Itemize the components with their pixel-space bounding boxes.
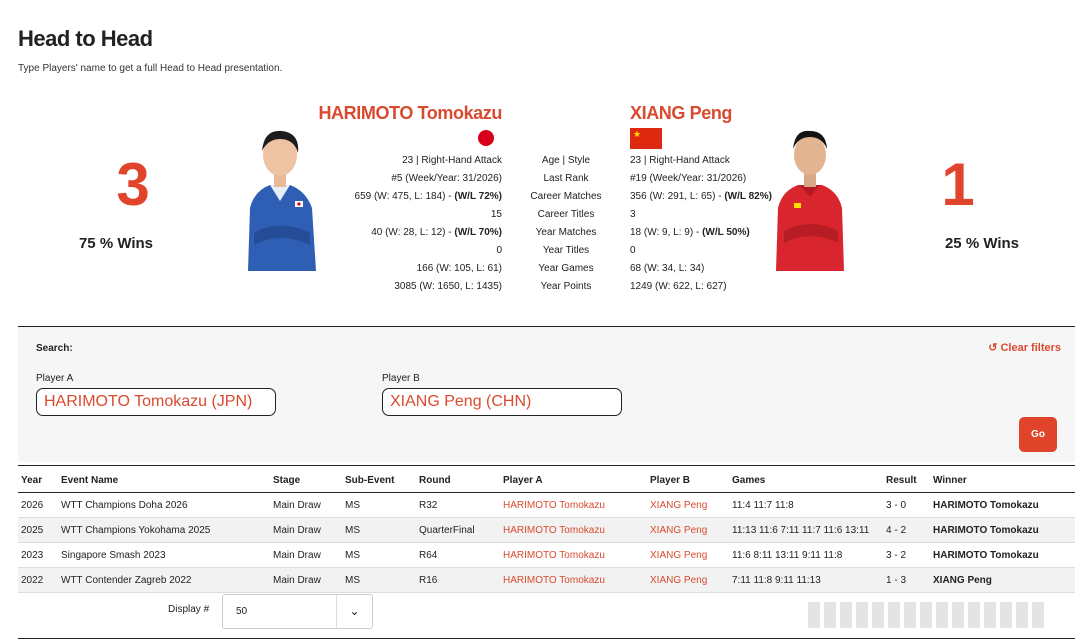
cell-player-a-link[interactable]: HARIMOTO Tomokazu [500,518,647,543]
cell-winner: HARIMOTO Tomokazu [930,518,1075,543]
page-button[interactable] [936,602,948,628]
col-year[interactable]: Year [18,466,58,493]
player-b-career-titles: 3 [630,209,636,220]
label-age-style: Age | Style [541,155,591,166]
cell-player-b-link[interactable]: XIANG Peng [647,568,729,593]
player-a-wins: 75 % Wins [78,235,154,252]
table-row[interactable] [18,543,1075,568]
cell-player-a-link[interactable]: HARIMOTO Tomokazu [500,493,647,518]
player-b-last-rank: #19 (Week/Year: 31/2026) [630,173,747,184]
page-button[interactable] [1000,602,1012,628]
cell-stage: Main Draw [270,568,342,593]
table-header-row [18,466,1075,493]
cell-year: 2026 [18,493,58,518]
cell-player-b-link[interactable]: XIANG Peng [647,543,729,568]
label-year-games: Year Games [538,263,594,274]
cell-player-b-link[interactable]: XIANG Peng [647,518,729,543]
player-a-career-titles: 15 [490,209,502,220]
player-a-age-style: 23 | Right-Hand Attack [402,155,502,166]
bottom-divider [18,638,1075,639]
label-career-titles: Career Titles [537,209,595,220]
player-a-year-titles: 0 [496,245,502,256]
col-result[interactable]: Result [883,466,930,493]
japan-flag-icon [478,130,494,146]
page-subtitle: Type Players' name to get a full Head to Head presentation. [18,63,283,74]
col-winner[interactable]: Winner [930,466,1075,493]
player-a-photo [240,123,320,271]
player-b-career-matches: 356 (W: 291, L: 65) - (W/L 82%) [630,191,772,202]
player-b-photo [770,123,850,271]
clear-filters-label: Clear filters [1000,342,1061,354]
cell-stage: Main Draw [270,493,342,518]
player-b-year-titles: 0 [630,245,636,256]
page-button[interactable] [856,602,868,628]
cell-event: WTT Champions Doha 2026 [58,493,270,518]
col-event[interactable]: Event Name [58,466,270,493]
col-player-b[interactable]: Player B [647,466,729,493]
cell-year: 2022 [18,568,58,593]
cell-subevent: MS [342,543,416,568]
clear-filters-button[interactable] [988,341,1061,354]
page-button[interactable] [840,602,852,628]
cell-round: QuarterFinal [416,518,500,543]
cell-event: WTT Contender Zagreb 2022 [58,568,270,593]
cell-result: 1 - 3 [883,568,930,593]
player-a-year-games: 166 (W: 105, L: 61) [416,263,502,274]
cell-games: 11:6 8:11 13:11 9:11 11:8 [729,543,883,568]
player-a-career-matches: 659 (W: 475, L: 184) - (W/L 72%) [354,191,502,202]
player-b-year-points: 1249 (W: 622, L: 627) [630,281,727,292]
cell-round: R16 [416,568,500,593]
label-year-titles: Year Titles [542,245,590,256]
col-subevent[interactable]: Sub-Event [342,466,416,493]
cell-player-b-link[interactable]: XIANG Peng [647,493,729,518]
cell-games: 11:4 11:7 11:8 [729,493,883,518]
col-player-a[interactable]: Player A [500,466,647,493]
player-a-year-matches: 40 (W: 28, L: 12) - (W/L 70%) [371,227,502,238]
cell-result: 4 - 2 [883,518,930,543]
table-row[interactable] [18,493,1075,518]
player-b-name[interactable]: XIANG Peng [630,103,733,123]
player-b-year-games: 68 (W: 34, L: 34) [630,263,705,274]
page-button[interactable] [1016,602,1028,628]
table-row[interactable] [18,568,1075,593]
cell-year: 2023 [18,543,58,568]
label-last-rank: Last Rank [543,173,589,184]
page-button[interactable] [1032,602,1044,628]
page-button[interactable] [952,602,964,628]
player-b-stats [630,152,772,296]
display-count-select[interactable] [222,594,373,629]
player-a-stats [355,152,502,296]
table-row[interactable] [18,518,1075,543]
display-count-value: 50 [236,606,248,617]
player-b-input[interactable] [382,388,622,416]
chevron-down-icon: ⌄ [336,595,372,628]
pagination [808,602,1048,633]
label-career-matches: Career Matches [530,191,602,202]
china-flag-icon: ★ [630,128,662,149]
cell-player-a-link[interactable]: HARIMOTO Tomokazu [500,543,647,568]
page-button[interactable] [888,602,900,628]
cell-stage: Main Draw [270,543,342,568]
cell-result: 3 - 2 [883,543,930,568]
cell-winner: HARIMOTO Tomokazu [930,543,1075,568]
player-b-field-label: Player B [382,373,420,384]
undo-icon: ↺ [988,342,998,354]
cell-winner: HARIMOTO Tomokazu [930,493,1075,518]
label-year-points: Year Points [540,281,592,292]
player-b-year-matches: 18 (W: 9, L: 9) - (W/L 50%) [630,227,750,238]
cell-result: 3 - 0 [883,493,930,518]
col-games[interactable]: Games [729,466,883,493]
display-count-label: Display # [168,604,210,615]
page-button[interactable] [872,602,884,628]
cell-games: 7:11 11:8 9:11 11:13 [729,568,883,593]
cell-subevent: MS [342,493,416,518]
player-a-year-points: 3085 (W: 1650, L: 1435) [394,281,502,292]
page-button[interactable] [920,602,932,628]
page-button[interactable] [808,602,820,628]
go-button[interactable]: Go [1019,417,1057,452]
cell-subevent: MS [342,518,416,543]
cell-subevent: MS [342,568,416,593]
label-year-matches: Year Matches [535,227,597,238]
player-a-name[interactable]: HARIMOTO Tomokazu [318,103,502,123]
player-a-input[interactable] [36,388,276,416]
cell-event: Singapore Smash 2023 [58,543,270,568]
player-b-wins: 25 % Wins [944,235,1020,252]
cell-event: WTT Champions Yokohama 2025 [58,518,270,543]
search-label: Search: [36,343,73,354]
player-a-score: 3 [116,151,150,218]
page-button[interactable] [904,602,916,628]
player-a-field-label: Player A [36,373,74,384]
cell-year: 2025 [18,518,58,543]
cell-round: R64 [416,543,500,568]
search-panel [18,326,1075,462]
cell-player-a-link[interactable]: HARIMOTO Tomokazu [500,568,647,593]
results-table [18,465,1075,593]
page-button[interactable] [968,602,980,628]
cell-games: 11:13 11:6 7:11 11:7 11:6 13:11 [729,518,883,543]
player-a-last-rank: #5 (Week/Year: 31/2026) [391,173,502,184]
player-b-score: 1 [941,151,975,218]
page-title: Head to Head [18,26,153,51]
cell-winner: XIANG Peng [930,568,1075,593]
col-round[interactable]: Round [416,466,500,493]
page-button[interactable] [824,602,836,628]
page-button[interactable] [984,602,996,628]
cell-round: R32 [416,493,500,518]
player-b-age-style: 23 | Right-Hand Attack [630,155,730,166]
stat-labels [516,152,616,296]
cell-stage: Main Draw [270,518,342,543]
col-stage[interactable]: Stage [270,466,342,493]
